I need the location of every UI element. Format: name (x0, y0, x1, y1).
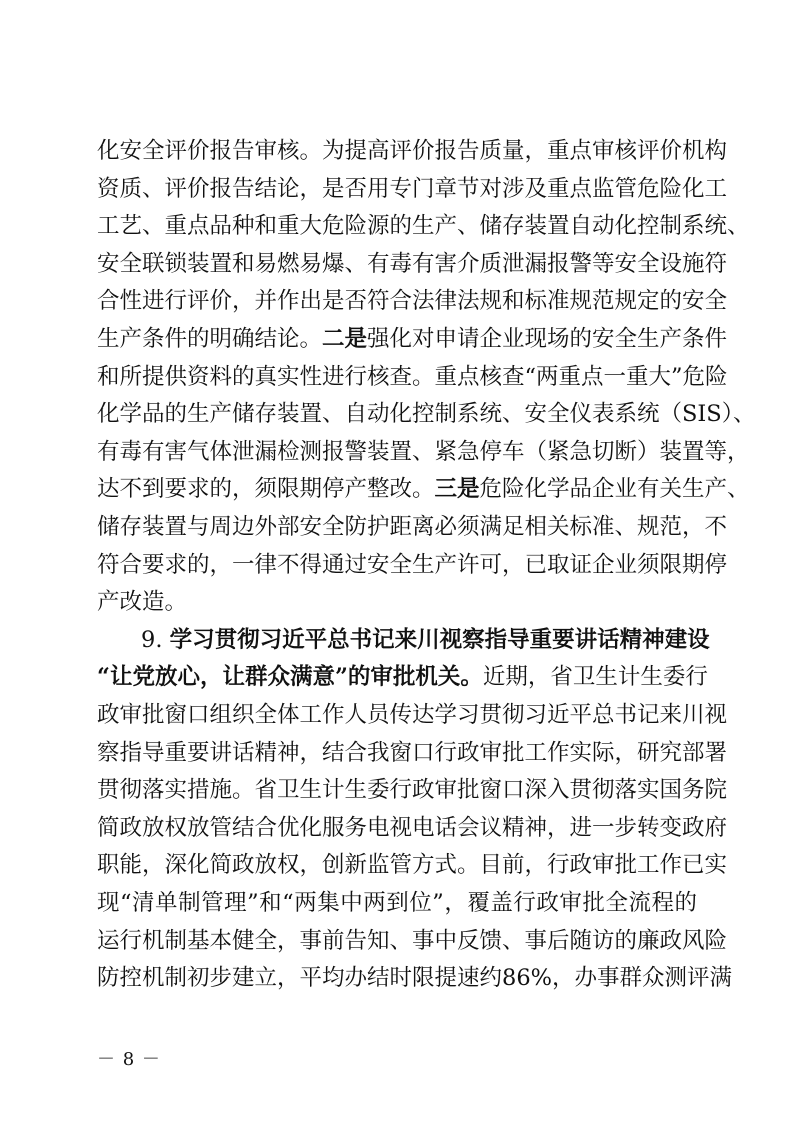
text-line (97, 472, 750, 506)
text-line (97, 660, 708, 694)
text-segment: 合性进行评价，并作出是否符合法律法规和标准规范规定的安全 (97, 288, 728, 315)
text-segment: 产改造。 (97, 589, 188, 616)
text-line (97, 548, 728, 582)
text-line (97, 247, 728, 281)
text-segment: 运行机制基本健全，事前告知、事中反馈、事后随访的廉政风险 (97, 927, 728, 954)
text-segment: 和所提供资料的真实性进行核查。重点核查“两重点一重大”危险 (97, 363, 728, 390)
text-segment: 现“清单制管理”和“两集中两到位”，覆盖行政审批全流程的 (97, 890, 697, 916)
text-segment: 危险化学品企业有关生产、 (479, 476, 750, 503)
text-segment: 防控机制初步建立，平均办结时限提速约86%，办事群众测评满 (97, 965, 733, 992)
text-segment: 察指导重要讲话精神，结合我窗口行政审批工作实际，研究部署 (97, 739, 728, 766)
text-line (97, 435, 750, 469)
text-line (141, 623, 710, 657)
text-segment: 化安全评价报告审核。为提高评价报告质量，重点审核评价机构 (97, 138, 728, 164)
page-number: － 8 － (97, 1049, 161, 1070)
text-segment: 生产条件的明确结论。 (97, 326, 323, 352)
text-line (97, 209, 750, 243)
text-segment: 安全联锁装置和易燃易爆、有毒有害介质泄漏报警等安全设施符 (97, 250, 728, 277)
bold-text-segment: “让党放心，让群众满意”的审批机关。 (97, 664, 483, 691)
text-segment: 符合要求的，一律不得通过安全生产许可，已取证企业须限期停 (97, 551, 728, 578)
text-line (97, 811, 728, 845)
text-line (97, 773, 728, 807)
text-line (97, 924, 728, 958)
text-line (97, 698, 728, 732)
text-line (97, 510, 728, 544)
text-line (97, 172, 728, 206)
text-segment: 简政放权放管结合优化服务电视电话会议精神，进一步转变政府 (97, 814, 728, 841)
bold-text-segment: 学习贯彻习近平总书记来川视察指导重要讲话精神建设 (169, 626, 710, 653)
text-segment: 近期，省卫生计生委行 (482, 664, 708, 691)
text-segment: 化学品的生产储存装置、自动化控制系统、安全仪表系统（SIS）、 (97, 401, 756, 428)
text-segment: 政审批窗口组织全体工作人员传达学习贯彻习近平总书记来川视 (97, 702, 728, 728)
text-line (97, 134, 728, 168)
text-segment: 有毒有害气体泄漏检测报警装置、紧急停车（紧急切断）装置等， (97, 438, 750, 465)
text-line (97, 397, 756, 431)
text-line (97, 961, 733, 995)
text-segment: 贯彻落实措施。省卫生计生委行政审批窗口深入贯彻落实国务院 (97, 777, 728, 804)
bold-text-segment: 二是 (322, 326, 368, 352)
text-line (97, 848, 728, 882)
bold-text-segment: 三是 (434, 476, 480, 503)
text-segment: 工艺、重点品种和重大危险源的生产、储存装置自动化控制系统、 (97, 213, 750, 240)
text-line (97, 322, 728, 356)
text-segment: 储存装置与周边外部安全防护距离必须满足相关标准、规范，不 (97, 514, 728, 540)
text-line (97, 736, 728, 770)
text-segment: 职能，深化简政放权，创新监管方式。目前，行政审批工作已实 (97, 852, 728, 879)
text-segment: 资质、评价报告结论，是否用专门章节对涉及重点监管危险化工 (97, 175, 728, 202)
text-segment: 强化对申请企业现场的安全生产条件 (367, 326, 728, 352)
text-line (97, 360, 728, 394)
text-segment: 9. (141, 626, 170, 653)
text-segment: 达不到要求的，须限期停产整改。 (97, 476, 435, 503)
text-line (97, 585, 697, 619)
text-line (97, 886, 697, 920)
text-line (97, 284, 728, 318)
